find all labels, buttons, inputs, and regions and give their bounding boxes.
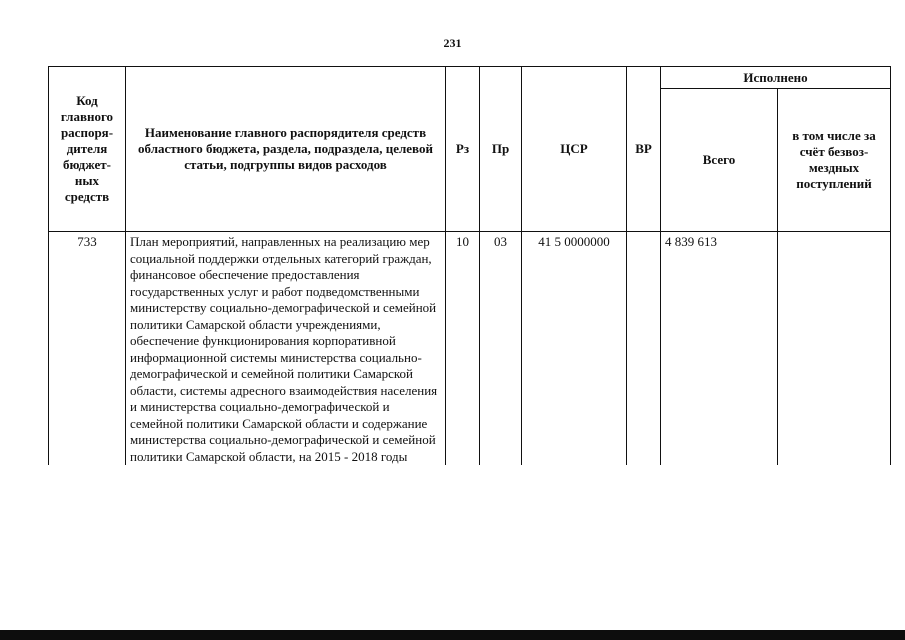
budget-table: [48, 66, 891, 465]
page-number: 231: [443, 36, 462, 50]
header-pr: Пр: [480, 67, 522, 232]
row-code: 733: [49, 232, 126, 466]
scan-bottom-edge: [0, 630, 905, 640]
header-name: Наименование главного распорядителя средств областного бюджета, раздела, подраздела, целевой статьи, подгруппы видов расходов: [126, 67, 446, 232]
row-incl: [778, 232, 891, 466]
row-vr: [627, 232, 661, 466]
row-csr: 41 5 0000000: [522, 232, 627, 466]
row-total: 4 839 613: [661, 232, 778, 466]
header-csr: ЦСР: [522, 67, 627, 232]
row-rz: 10: [446, 232, 480, 466]
table-row: [49, 232, 891, 466]
header-total: Всего: [661, 89, 778, 232]
row-description: План мероприятий, направленных на реализацию мер социальной поддержки отдельных категорий граждан, финансовое обеспечение предоставления государственных услуг и работ подведомственными министерству социально-демографической и семейной политики Самарской области учреждениями, обеспечение функционирования корпоративной информационной системы министерства социально-демографической и семейной политики Самарской области, системы адресного взаимодействия населения и министерства социально-демографической и семейной политики Самарской области и содержание министерства социально-демографической и семейной политики Самарской области, на 2015 - 2018 годы: [126, 232, 446, 466]
header-rz: Рз: [446, 67, 480, 232]
header-row-top: [49, 67, 891, 89]
row-pr: 03: [480, 232, 522, 466]
header-executed: Исполнено: [661, 67, 891, 89]
header-code: Код главного распоря-дителя бюджет-ных средств: [49, 67, 126, 232]
header-vr: ВР: [627, 67, 661, 232]
header-incl: в том числе за счёт безвоз-мездных поступлений: [778, 89, 891, 232]
